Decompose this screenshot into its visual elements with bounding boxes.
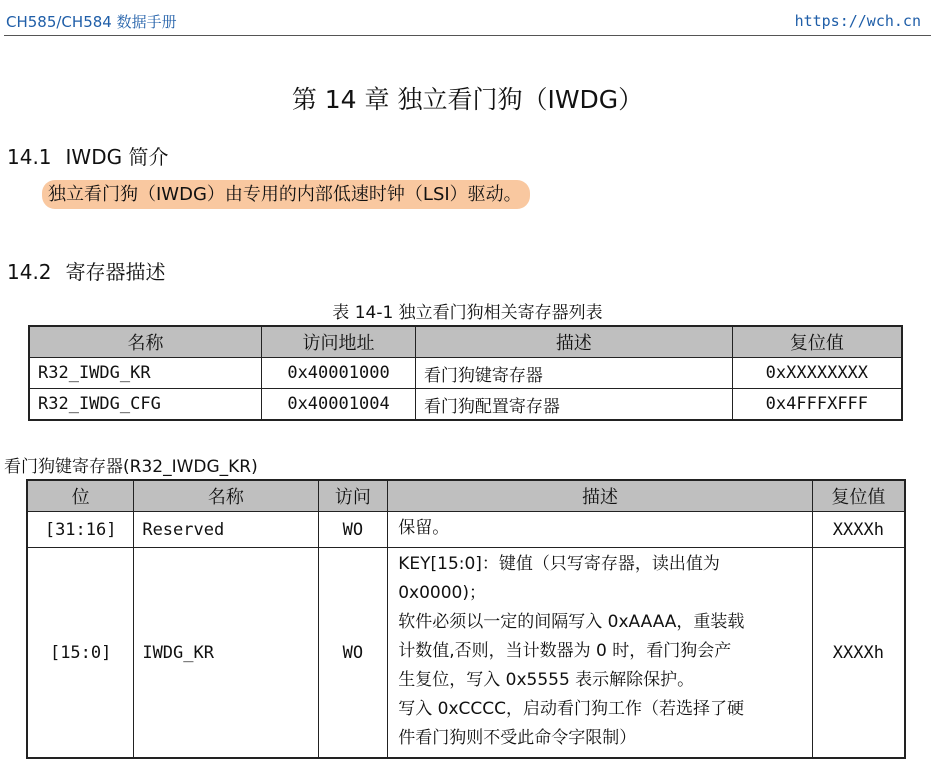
- column-header: 复位值: [732, 326, 902, 358]
- section-title: 寄存器描述: [65, 260, 166, 284]
- section-title: IWDG 简介: [65, 145, 169, 169]
- highlighted-intro-text: 独立看门狗（IWDG）由专用的内部低速时钟（LSI）驱动。: [42, 180, 530, 209]
- register-description: 看门狗键寄存器: [415, 358, 732, 389]
- description-line: 保留。: [398, 518, 450, 538]
- column-header: 位: [27, 480, 134, 512]
- register-reset-value: 0xXXXXXXXX: [732, 358, 902, 389]
- datasheet-title: CH585/CH584 数据手册: [6, 13, 177, 31]
- description-line: 写入 0xCCCC，启动看门狗工作（若选择了硬: [398, 699, 744, 719]
- register-list-table: [28, 325, 903, 421]
- field-access: WO: [318, 512, 388, 548]
- column-header: 描述: [388, 480, 812, 512]
- bit-range: [31:16]: [27, 512, 134, 548]
- section-number: 14.1: [7, 145, 52, 169]
- website-link[interactable]: https://wch.cn: [794, 12, 921, 30]
- field-description: [388, 548, 812, 759]
- description-line: 计数值,否则，当计数器为 0 时，看门狗会产: [398, 641, 732, 661]
- register-address: 0x40001000: [262, 358, 416, 389]
- description-line: KEY[15:0]：键值（只写寄存器，读出值为: [398, 554, 720, 574]
- table-header-row: [29, 326, 902, 358]
- field-access: WO: [318, 548, 388, 759]
- column-header: 名称: [134, 480, 318, 512]
- table-row: [29, 389, 902, 421]
- kr-register-caption: 看门狗键寄存器(R32_IWDG_KR): [4, 457, 258, 477]
- section-heading-registers: [7, 256, 166, 285]
- register-address: 0x40001004: [262, 389, 416, 421]
- description-line: 0x0000)；: [398, 583, 486, 603]
- column-header: 描述: [415, 326, 732, 358]
- column-header: 名称: [29, 326, 262, 358]
- chapter-title: 第 14 章 独立看门狗（IWDG）: [291, 85, 644, 114]
- table-header-row: [27, 480, 905, 512]
- description-line: 生复位，写入 0x5555 表示解除保护。: [398, 670, 695, 690]
- section-number: 14.2: [7, 260, 52, 284]
- description-line: 软件必须以一定的间隔写入 0xAAAA，重装载: [398, 612, 745, 632]
- column-header: 访问: [318, 480, 388, 512]
- bit-range: [15:0]: [27, 548, 134, 759]
- register-description: 看门狗配置寄存器: [415, 389, 732, 421]
- header-divider: [4, 35, 931, 36]
- register-name: R32_IWDG_KR: [29, 358, 262, 389]
- description-line: 件看门狗则不受此命令字限制）: [398, 728, 637, 748]
- field-description: [388, 512, 812, 548]
- column-header: 访问地址: [262, 326, 416, 358]
- register-name: R32_IWDG_CFG: [29, 389, 262, 421]
- table-row: [27, 512, 905, 548]
- field-name: IWDG_KR: [134, 548, 318, 759]
- section-heading-intro: [7, 141, 168, 170]
- table-row: [27, 548, 905, 759]
- table-row: [29, 358, 902, 389]
- register-reset-value: 0x4FFFXFFF: [732, 389, 902, 421]
- page-header: [0, 0, 935, 36]
- kr-register-table: [26, 479, 906, 759]
- field-reset-value: XXXXh: [812, 512, 905, 548]
- column-header: 复位值: [812, 480, 905, 512]
- table-caption: 表 14-1 独立看门狗相关寄存器列表: [332, 303, 603, 323]
- field-name: Reserved: [134, 512, 318, 548]
- field-reset-value: XXXXh: [812, 548, 905, 759]
